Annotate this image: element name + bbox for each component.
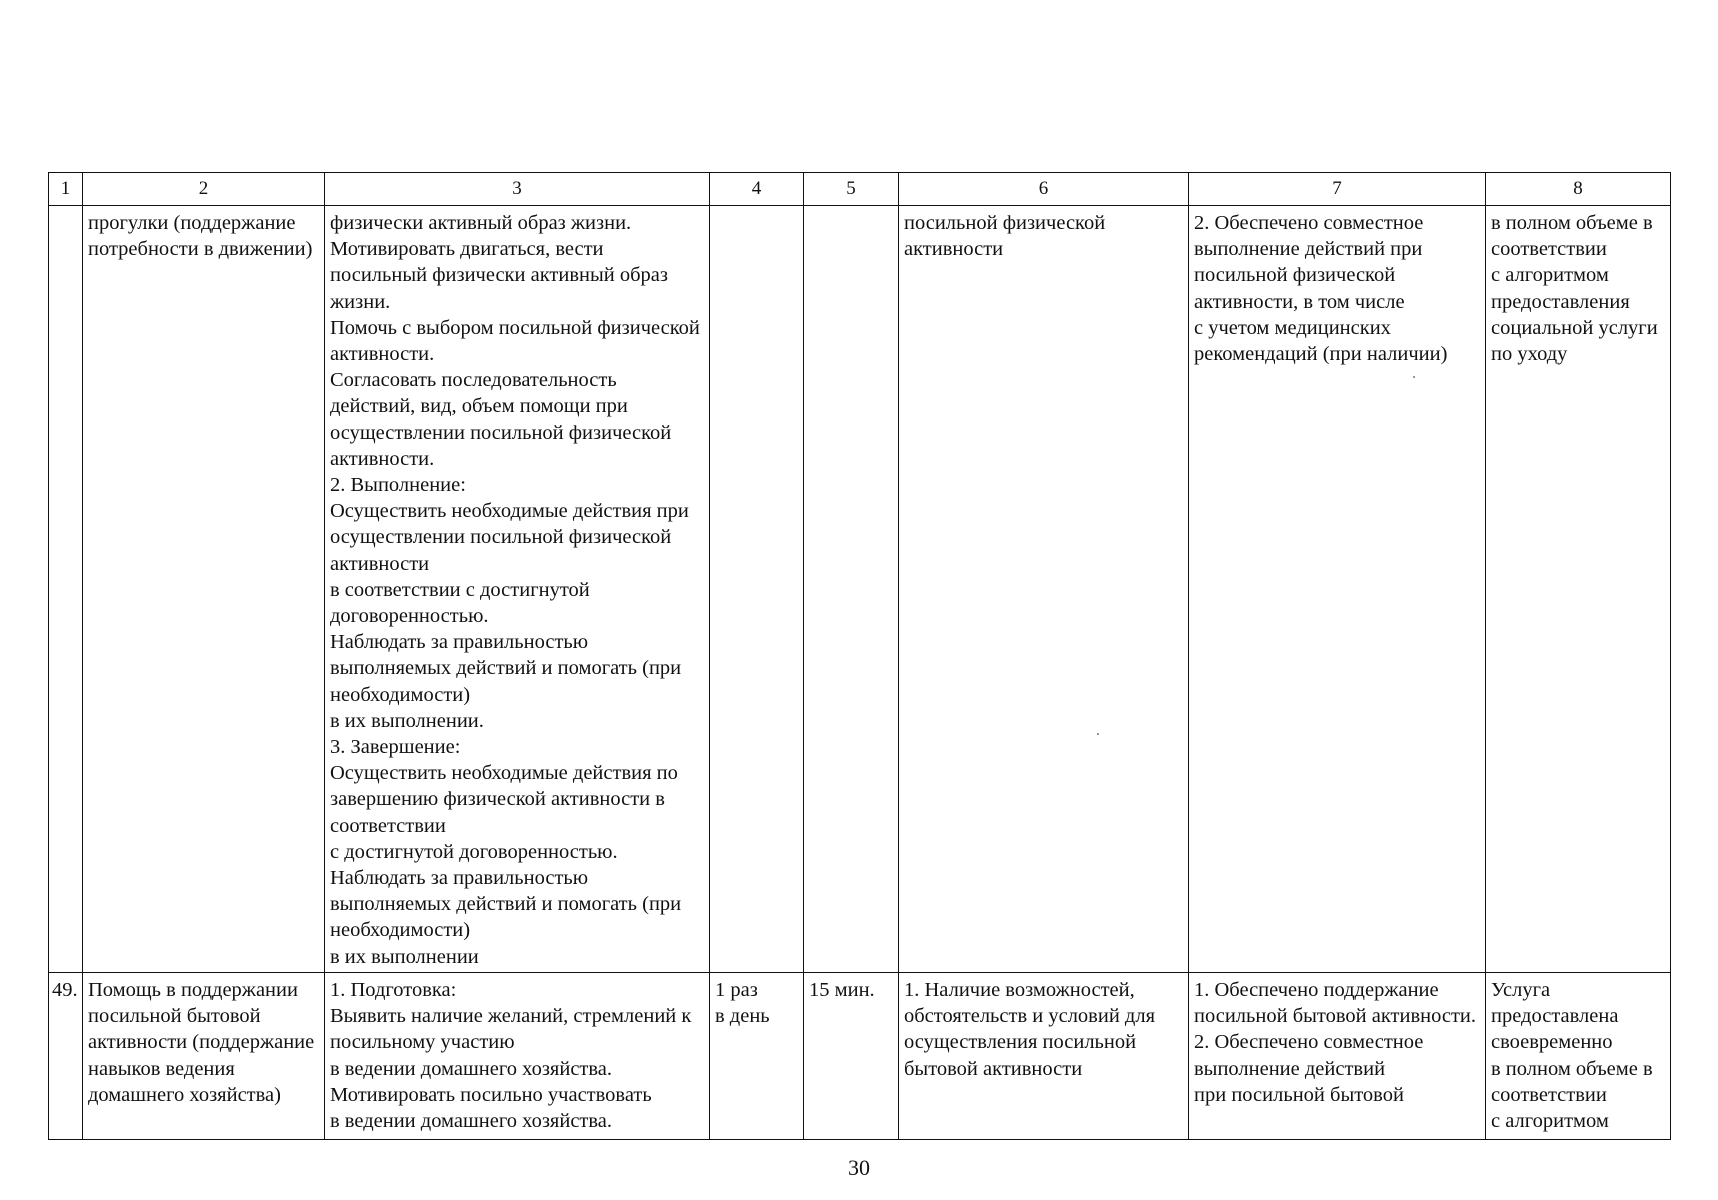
quality-cell: в полном объеме в соответствии с алгоритмом предоставления социальной услуги по уходу [1486, 206, 1671, 973]
actions-cell: 1. Подготовка: Выявить наличие желаний, стремлений к посильному участию в ведении домашнего хозяйства. Мотивировать посильно участвовать в ведении домашнего хозяйства. [325, 972, 710, 1139]
actions-cell: физически активный образ жизни. Мотивировать двигаться, вести посильный физически активный образ жизни. Помочь с выбором посильной физической активности. Согласовать последовательность действий, вид, объем помощи при осуществлении посильной физической активности. 2. Выполнение: Осуществить необходимые действия при осуществлении посильной физической активности в соответствии с достигнутой договоренностью. Наблюдать за правильностью выполняемых действий и помогать (при необходимости) в их выполнении. 3. Завершение: Осуществить необходимые действия по завершению физической активности в соответствии с достигнутой договоренностью. Наблюдать за правильностью выполняемых действий и помогать (при необходимости) в их выполнении [325, 206, 710, 973]
service-name-cell: прогулки (поддержание потребности в движении) [83, 206, 325, 973]
conditions-cell: посильной физической активности [899, 206, 1189, 973]
column-header-row [49, 173, 1671, 206]
results-cell: 2. Обеспечено совместное выполнение действий при посильной физической активности, в том числе с учетом медицинских рекомендаций (при наличии) [1189, 206, 1486, 973]
column-header-6: 6 [899, 173, 1189, 206]
duration-cell: 15 мин. [804, 972, 899, 1139]
column-header-4: 4 [710, 173, 804, 206]
conditions-cell: 1. Наличие возможностей, обстоятельств и условий для осуществления посильной бытовой активности [899, 972, 1189, 1139]
column-header-7: 7 [1189, 173, 1486, 206]
scan-speck [1413, 376, 1415, 378]
page-number: 30 [848, 1155, 870, 1180]
column-header-3: 3 [325, 173, 710, 206]
row-number-cell: 49. [49, 972, 83, 1139]
column-header-2: 2 [83, 173, 325, 206]
row-number-cell [49, 206, 83, 973]
table-row-49 [49, 972, 1671, 1139]
service-name-cell: Помощь в поддержании посильной бытовой активности (поддержание навыков ведения домашнего хозяйства) [83, 972, 325, 1139]
column-header-1: 1 [49, 173, 83, 206]
column-header-5: 5 [804, 173, 899, 206]
frequency-cell [710, 206, 804, 973]
frequency-cell: 1 раз в день [710, 972, 804, 1139]
service-table [48, 172, 1671, 1140]
column-header-8: 8 [1486, 173, 1671, 206]
duration-cell [804, 206, 899, 973]
results-cell: 1. Обеспечено поддержание посильной бытовой активности. 2. Обеспечено совместное выполнение действий при посильной бытовой [1189, 972, 1486, 1139]
quality-cell: Услуга предоставлена своевременно в полном объеме в соответствии с алгоритмом [1486, 972, 1671, 1139]
table-row-continuation [49, 206, 1671, 973]
scan-speck [1097, 733, 1099, 735]
